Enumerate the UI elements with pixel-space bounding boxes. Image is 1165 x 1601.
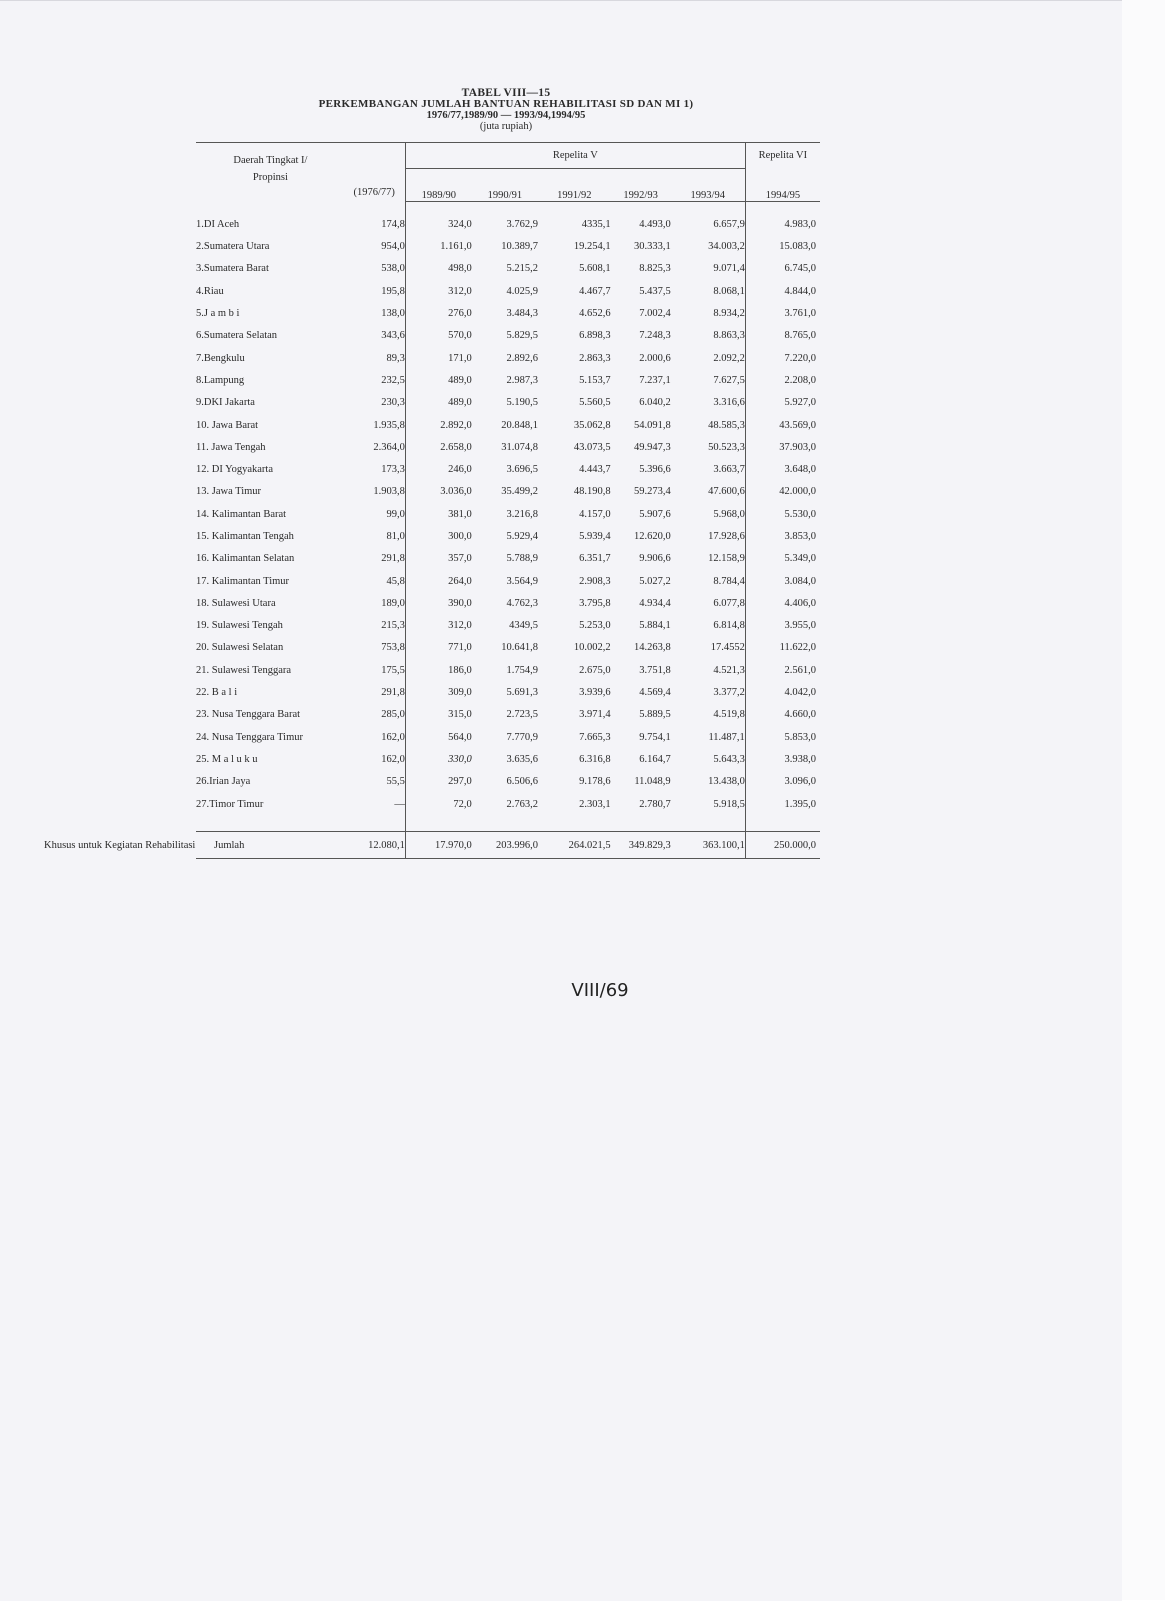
value-cell: 2.908,3 [579,575,611,587]
value-cell: 330,0 [405,748,471,770]
page-number: VIII/69 [571,980,629,1001]
value-cell: 6.040,2 [639,397,671,409]
value-cell: 4.519,8 [713,709,745,721]
value-cell: 570,0 [405,325,471,347]
value-cell: 4.762,3 [506,597,539,609]
value-cell: 309,0 [405,681,471,703]
year-header: 1993/94 [671,169,746,201]
table-row [196,726,820,748]
region-name: 4.Riau [196,285,224,297]
value-cell: 3.663,7 [713,464,745,476]
value-cell: 3.955,0 [745,615,820,637]
value-cell: 8.784,4 [713,575,745,587]
value-cell: 5.608,1 [579,263,611,275]
rehabilitation-aid-table [196,142,820,859]
value-cell: 3.751,8 [639,664,671,676]
region-name: 5.J a m b i [196,308,240,320]
value-cell: 6.745,0 [745,258,820,280]
base-year-header: (1976/77) [353,187,395,198]
spacer-cell [671,815,746,832]
value-cell: 203.996,0 [472,832,538,859]
value-cell: 4349,5 [509,620,539,632]
value-cell: 246,0 [405,458,471,480]
table-row [196,570,820,592]
value-cell: 343,6 [381,330,405,342]
repelita-v-header: Repelita V [405,143,745,169]
value-cell: 264,0 [405,570,471,592]
spacer-cell [196,815,341,832]
value-cell: 4.569,4 [639,687,671,699]
region-name: 16. Kalimantan Selatan [196,553,295,565]
value-cell: 174,8 [381,218,405,230]
value-cell: 264.021,5 [538,832,611,859]
value-cell: 390,0 [405,592,471,614]
region-name: 13. Jawa Timur [196,486,262,498]
value-cell: 5.788,9 [506,553,539,565]
region-name: 20. Sulawesi Selatan [196,642,284,654]
region-name: 8.Lampung [196,374,245,386]
table-period: 1976/77,1989/90 — 1993/94,1994/95 [426,110,586,121]
table-number: TABEL VIII—15 [461,87,551,99]
value-cell: 6.164,7 [639,753,671,765]
value-cell: 12.158,9 [708,553,745,565]
value-cell: 2.000,6 [639,352,671,364]
repelita-vi-header: Repelita VI [745,143,820,169]
value-cell: 4.652,6 [579,308,611,320]
value-cell: 17.970,0 [405,832,471,859]
table-row [196,748,820,770]
value-cell: 3.795,8 [579,597,611,609]
region-name: 24. Nusa Tenggara Timur [196,731,303,743]
value-cell: 5.215,2 [506,263,539,275]
table-row [196,392,820,414]
value-cell: 5.349,0 [745,548,820,570]
value-cell: 381,0 [405,503,471,525]
value-cell: 7.665,3 [579,731,611,743]
value-cell: 7.770,9 [506,731,539,743]
value-cell: 30.333,1 [633,241,671,253]
region-name: 2.Sumatera Utara [196,241,270,253]
year-header: 1991/92 [538,169,611,201]
value-cell: 8.934,2 [713,308,745,320]
value-cell: 3.096,0 [745,771,820,793]
value-cell: 3.635,6 [506,753,539,765]
table-title-block [196,88,816,132]
value-cell: 3.761,0 [745,302,820,324]
value-cell: 50.523,3 [708,441,745,453]
value-cell: 11.622,0 [745,637,820,659]
region-name: 12. DI Yogyakarta [196,464,273,476]
value-cell: 49.947,3 [633,441,671,453]
table-unit: (juta rupiah) [479,121,533,132]
value-cell: 43.073,5 [573,441,611,453]
value-cell: 42.000,0 [745,481,820,503]
value-cell: 297,0 [405,771,471,793]
value-cell: — [394,798,405,810]
region-name: 3.Sumatera Barat [196,263,269,275]
value-cell: 162,0 [381,731,405,743]
table-row [196,548,820,570]
value-cell: 6.077,8 [713,597,745,609]
value-cell: 17.928,6 [708,531,745,542]
value-cell: 14.263,8 [633,642,671,654]
spacer-cell [472,815,538,832]
value-cell: 2.675,0 [579,664,611,676]
value-cell: 186,0 [405,659,471,681]
value-cell: 312,0 [405,280,471,302]
value-cell: 5.560,5 [579,397,611,409]
value-cell: 59.273,4 [633,486,671,498]
table-row [196,458,820,480]
value-cell: 954,0 [381,241,405,253]
value-cell: 2.892,0 [405,414,471,436]
region-name: 26.Irian Jaya [196,776,251,788]
value-cell: 2.303,1 [579,798,611,810]
value-cell: 3.648,0 [745,458,820,480]
spacer-cell [611,815,671,832]
value-cell: 4.467,7 [579,285,611,297]
value-cell: 10.641,8 [501,642,539,654]
value-cell: 54.091,8 [633,419,671,431]
value-cell: 312,0 [405,615,471,637]
value-cell: 9.071,4 [713,263,745,275]
value-cell: 6.351,7 [579,553,611,565]
year-header: 1990/91 [472,169,538,201]
table-row [196,681,820,703]
table-row [196,302,820,324]
value-cell: 4.025,9 [506,285,539,297]
value-cell: 6.814,8 [713,620,745,632]
value-cell: 34.003,2 [708,241,745,253]
table-row [196,236,820,258]
value-cell: 3.564,9 [506,575,539,587]
region-name: 15. Kalimantan Tengah [196,531,294,542]
value-cell: 12.080,1 [341,832,405,859]
value-cell: 6.657,9 [713,219,745,230]
value-cell: 48.190,8 [573,486,611,498]
value-cell: 5.853,0 [745,726,820,748]
footnote: Khusus untuk Kegiatan Rehabilitasi [44,840,196,851]
value-cell: 35.062,8 [573,419,611,431]
value-cell: 8.068,1 [713,285,745,297]
value-cell: 7.248,3 [639,330,671,342]
value-cell: 5.884,1 [639,620,671,632]
value-cell: 5.643,3 [713,753,745,765]
value-cell: 37.903,0 [745,436,820,458]
value-cell: 1.903,8 [373,486,405,498]
value-cell: 173,3 [381,464,405,476]
spacer-cell [405,815,471,832]
table-body [196,201,820,859]
value-cell: 2.092,2 [713,352,745,364]
value-cell: 8.863,3 [713,330,745,342]
value-cell: 285,0 [381,709,405,721]
region-name: 7.Bengkulu [196,352,245,364]
value-cell: 4.042,0 [745,681,820,703]
value-cell: 230,3 [381,397,405,409]
region-name: 22. B a l i [196,687,238,699]
region-name: 25. M a l u k u [196,753,258,765]
table-row [196,771,820,793]
value-cell: 2.863,3 [579,352,611,364]
value-cell: 13.438,0 [708,776,745,788]
table-row [196,347,820,369]
year-header: 1992/93 [611,169,671,201]
value-cell: 771,0 [405,637,471,659]
value-cell: 195,8 [381,285,405,297]
value-cell: 6.506,6 [506,776,539,788]
value-cell: 3.216,8 [506,508,539,520]
value-cell: 7.627,5 [713,374,745,386]
value-cell: 4.844,0 [745,280,820,302]
region-name: 11. Jawa Tengah [196,441,266,453]
spacer-cell [538,815,611,832]
table-row [196,481,820,503]
year-header: 1989/90 [405,169,471,201]
value-cell: 5.530,0 [745,503,820,525]
table-title: PERKEMBANGAN JUMLAH BANTUAN REHABILITASI SD DAN MI 1) [318,98,694,110]
value-cell: 291,8 [381,687,405,699]
value-cell: 9.906,6 [639,553,671,565]
value-cell: 5.153,7 [579,374,611,386]
value-cell: 2.780,7 [639,798,671,810]
value-cell: 324,0 [405,201,471,236]
region-header-line2: Propinsi [252,172,288,183]
value-cell: 17.4552 [710,642,745,654]
value-cell: 35.499,2 [501,486,539,498]
table-row [196,201,820,236]
region-name: 14. Kalimantan Barat [196,508,287,520]
region-name: 21. Sulawesi Tenggara [196,664,292,676]
value-cell: 5.190,5 [506,397,539,409]
value-cell: 99,0 [386,508,405,520]
value-cell: 138,0 [381,308,405,320]
value-cell: 4.934,4 [639,597,671,609]
value-cell: 3.036,0 [405,481,471,503]
value-cell: 363.100,1 [671,832,746,859]
value-cell: 171,0 [405,347,471,369]
value-cell: 250.000,0 [745,832,820,859]
value-cell: 7.237,1 [639,374,671,386]
value-cell: 3.377,2 [713,687,745,699]
value-cell: 48.585,3 [708,419,745,431]
value-cell: 5.027,2 [639,575,671,587]
table-row [196,258,820,280]
spacer-row [196,815,820,832]
value-cell: 357,0 [405,548,471,570]
value-cell: 5.907,6 [639,508,671,520]
value-cell: 2.723,5 [506,709,539,721]
value-cell: 3.762,9 [506,219,539,230]
value-cell: 4.983,0 [745,201,820,236]
value-cell: 11.048,9 [634,776,671,788]
value-cell: 2.561,0 [745,659,820,681]
value-cell: 5.929,4 [506,531,539,542]
region-name: 9.DKI Jakarta [196,397,255,409]
value-cell: 47.600,6 [708,486,745,498]
value-cell: 1.161,0 [405,236,471,258]
value-cell: 4.157,0 [579,508,611,520]
value-cell: 162,0 [381,753,405,765]
value-cell: 5.968,0 [713,508,745,520]
value-cell: 489,0 [405,392,471,414]
value-cell: 564,0 [405,726,471,748]
value-cell: 2.208,0 [745,369,820,391]
table-row [196,503,820,525]
region-name: 27.Timor Timur [196,798,264,810]
region-name: 17. Kalimantan Timur [196,575,290,587]
table-row [196,793,820,815]
total-label: Jumlah [196,832,341,859]
value-cell: 81,0 [386,531,405,542]
value-cell: 12.620,0 [633,531,671,542]
value-cell: 5.939,4 [579,531,611,542]
value-cell: 5.253,0 [579,620,611,632]
region-name: 6.Sumatera Selatan [196,330,278,342]
table-row [196,592,820,614]
value-cell: 489,0 [405,369,471,391]
value-cell: 1.935,8 [373,419,405,431]
table-row [196,525,820,547]
value-cell: 175,5 [381,664,405,676]
region-name: 10. Jawa Barat [196,419,259,431]
value-cell: 349.829,3 [611,832,671,859]
value-cell: 31.074,8 [501,441,539,453]
table-row [196,325,820,347]
value-cell: 538,0 [381,263,405,275]
value-cell: 276,0 [405,302,471,324]
value-cell: 2.658,0 [405,436,471,458]
spacer-cell [341,815,405,832]
value-cell: 315,0 [405,704,471,726]
value-cell: 7.002,4 [639,308,671,320]
value-cell: 232,5 [381,374,405,386]
value-cell: 5.927,0 [745,392,820,414]
value-cell: 5.396,6 [639,464,671,476]
region-name: 19. Sulawesi Tengah [196,620,283,632]
value-cell: 4.660,0 [745,704,820,726]
value-cell: 45,8 [386,575,405,587]
value-cell: 72,0 [405,793,471,815]
value-cell: 1.395,0 [745,793,820,815]
value-cell: 3.084,0 [745,570,820,592]
value-cell: 300,0 [405,525,471,547]
value-cell: 753,8 [381,642,405,654]
value-cell: 10.002,2 [573,642,611,654]
value-cell: 5.889,5 [639,709,671,721]
table-row [196,637,820,659]
year-header-vi: 1994/95 [745,169,820,201]
table-row [196,414,820,436]
value-cell: 2.892,6 [506,352,539,364]
value-cell: 9.178,6 [579,776,611,788]
table-row [196,704,820,726]
table-row [196,659,820,681]
value-cell: 291,8 [381,553,405,565]
value-cell: 19.254,1 [573,241,611,253]
value-cell: 2.763,2 [506,798,539,810]
value-cell: 10.389,7 [501,241,539,253]
scan-margin [1122,0,1165,1600]
table-row [196,615,820,637]
value-cell: 11.487,1 [708,731,745,743]
table-row [196,436,820,458]
value-cell: 1.754,9 [506,664,539,676]
value-cell: 6.898,3 [579,330,611,342]
value-cell: 2.364,0 [373,441,405,453]
value-cell: 3.484,3 [506,308,539,320]
value-cell: 4.493,0 [639,219,671,230]
value-cell: 43.569,0 [745,414,820,436]
value-cell: 5.691,3 [506,687,539,699]
value-cell: 3.853,0 [745,525,820,547]
region-name: 18. Sulawesi Utara [196,597,276,609]
value-cell: 3.696,5 [506,464,539,476]
region-header [196,143,405,202]
region-name: 1.DI Aceh [196,218,240,230]
value-cell: 15.083,0 [745,236,820,258]
region-name: 23. Nusa Tenggara Barat [196,709,301,721]
value-cell: 2.987,3 [506,374,539,386]
value-cell: 5.437,5 [639,285,671,297]
value-cell: 4.443,7 [579,464,611,476]
value-cell: 7.220,0 [745,347,820,369]
value-cell: 215,3 [381,620,405,632]
value-cell: 4335,1 [581,219,611,230]
value-cell: 3.938,0 [745,748,820,770]
value-cell: 498,0 [405,258,471,280]
value-cell: 3.939,6 [579,687,611,699]
value-cell: 5.829,5 [506,330,539,342]
value-cell: 6.316,8 [579,753,611,765]
value-cell: 8.765,0 [745,325,820,347]
table-row [196,369,820,391]
value-cell: 4.406,0 [745,592,820,614]
table-row [196,280,820,302]
value-cell: 8.825,3 [639,263,671,275]
value-cell: 55,5 [386,776,405,788]
value-cell: 3.971,4 [579,709,611,721]
value-cell: 9.754,1 [639,731,671,743]
value-cell: 89,3 [386,352,405,364]
value-cell: 5.918,5 [713,798,745,810]
spacer-cell [745,815,820,832]
value-cell: 4.521,3 [713,664,745,676]
value-cell: 20.848,1 [501,419,539,431]
value-cell: 3.316,6 [713,397,745,409]
value-cell: 189,0 [381,597,405,609]
region-header-line1: Daerah Tingkat I/ [233,155,308,166]
total-row [196,832,820,859]
